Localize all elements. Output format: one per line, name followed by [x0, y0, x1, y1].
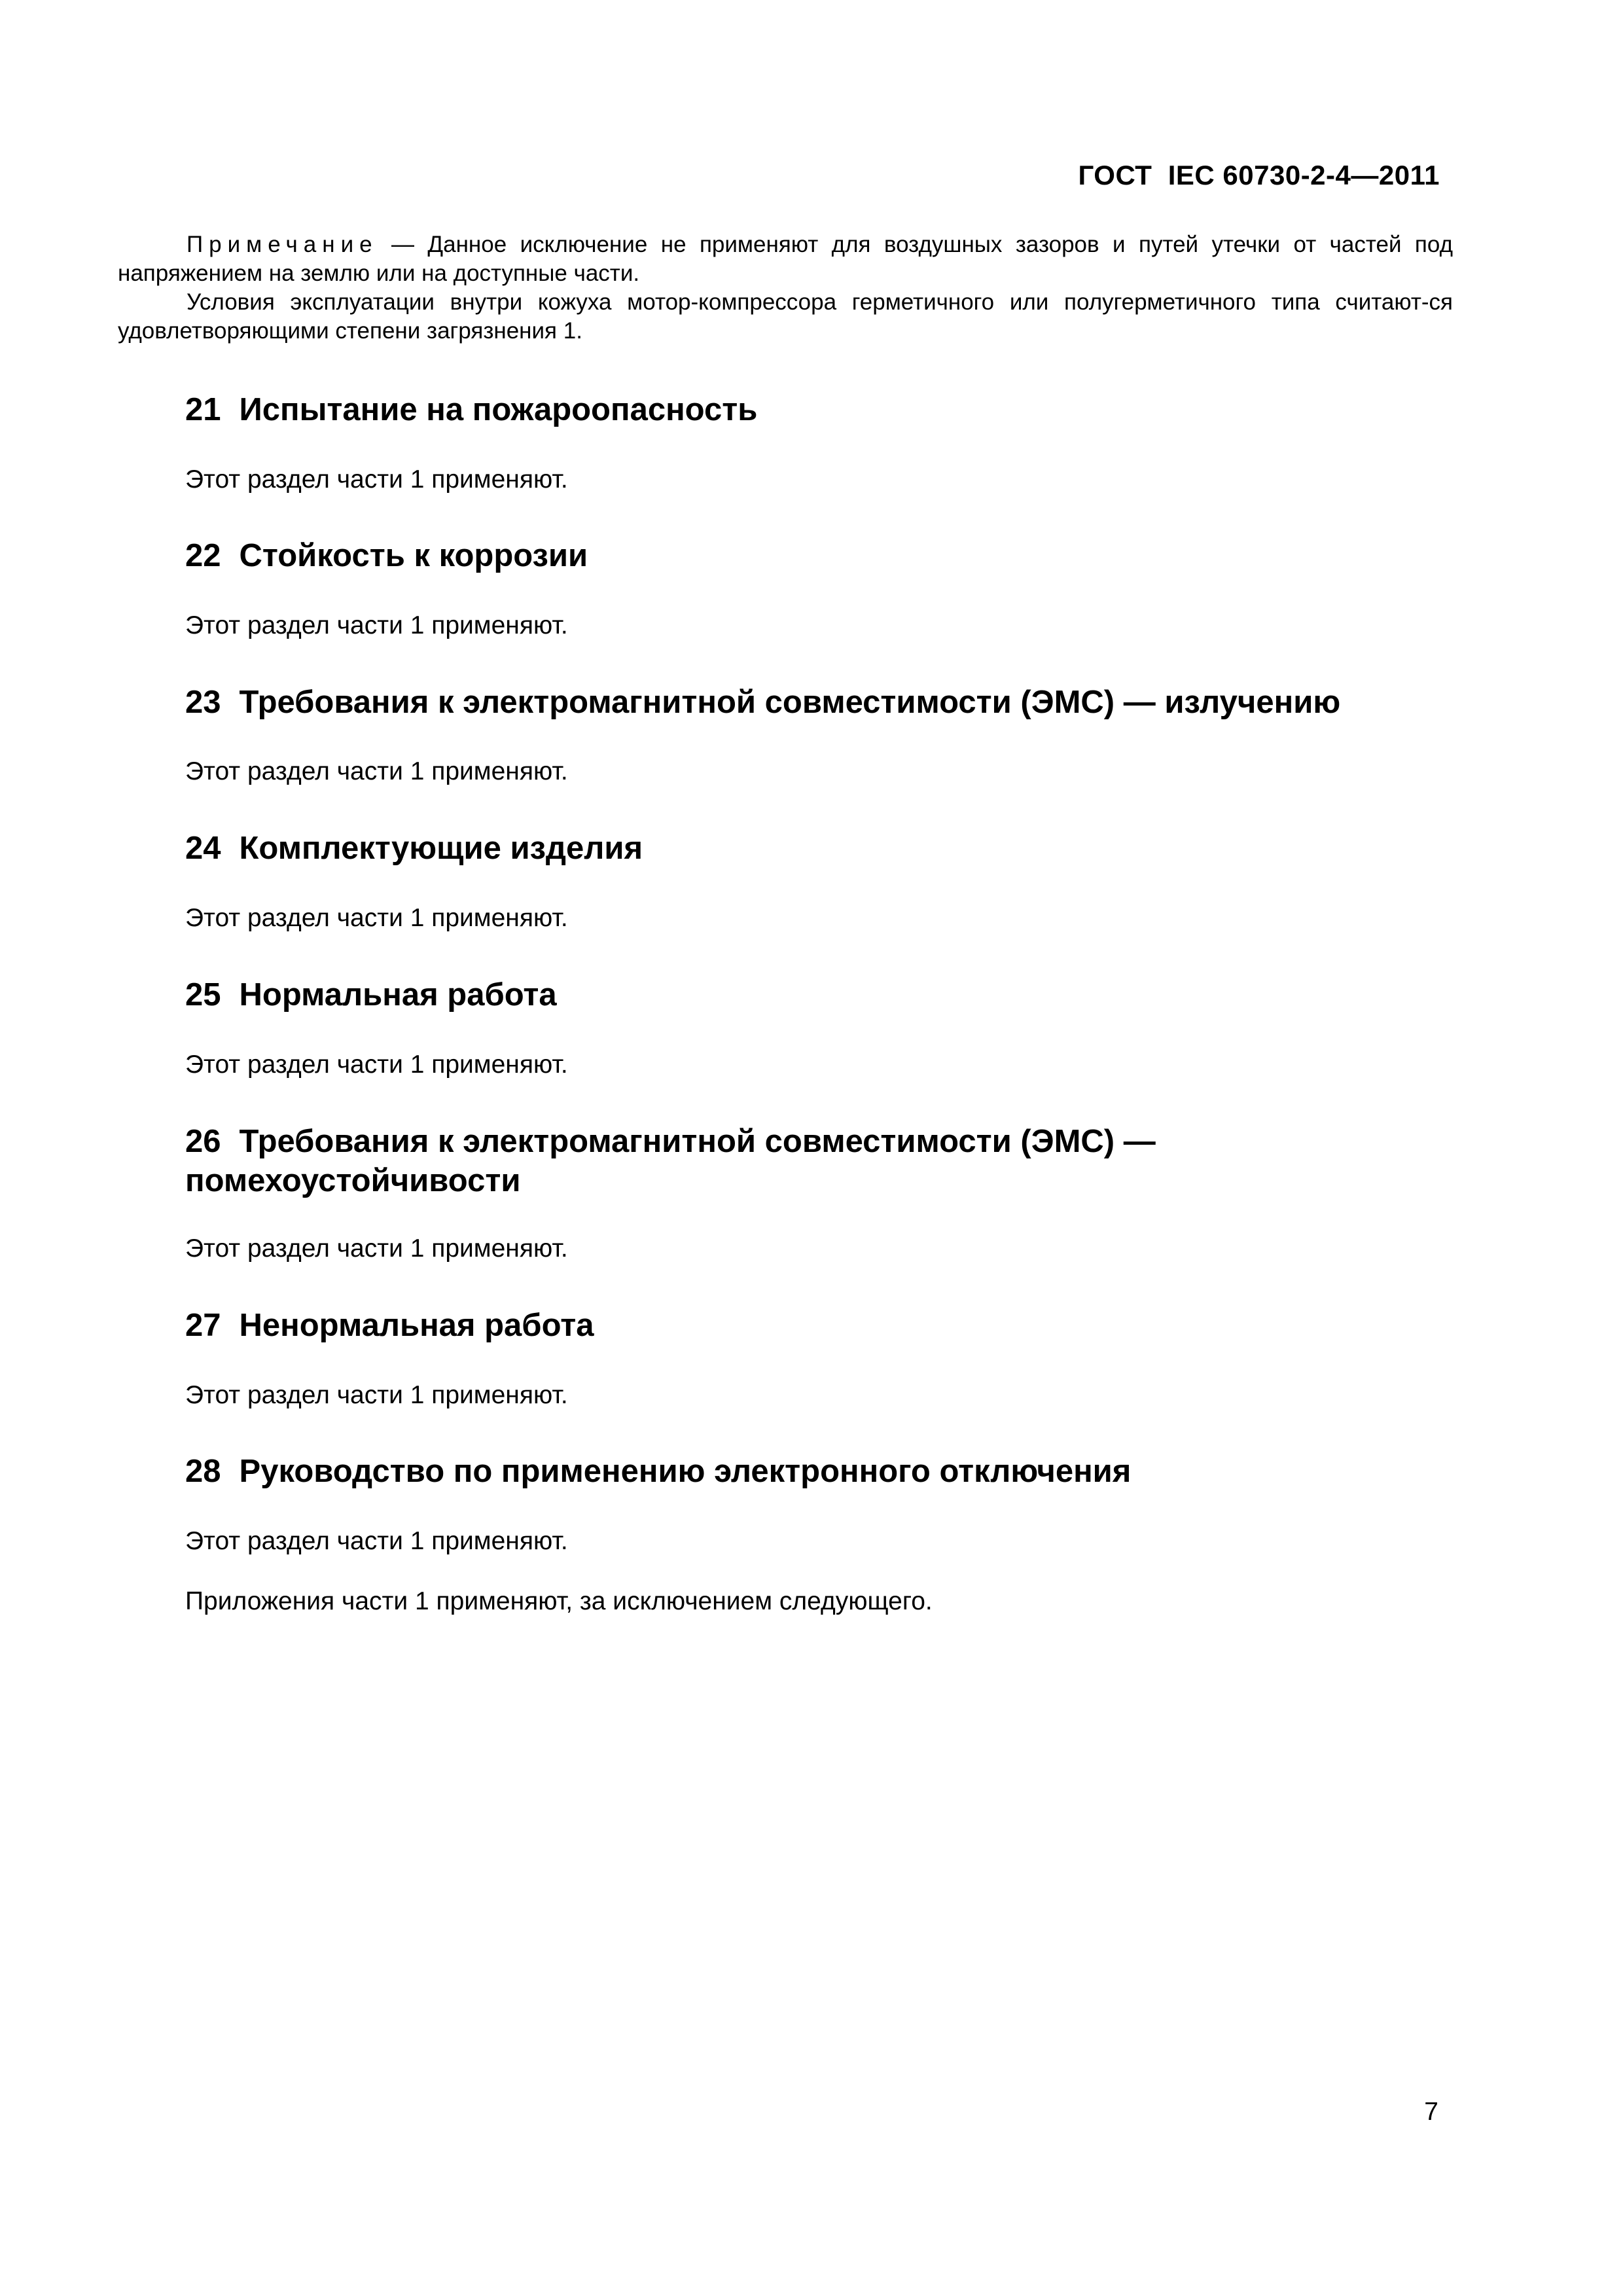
note-paragraph — [118, 230, 1453, 288]
page-number: 7 — [1424, 2098, 1438, 2126]
section-25-heading — [185, 975, 1468, 1014]
section-24-title: Комплектующие изделия — [239, 831, 643, 866]
section-24-number: 24 — [185, 831, 221, 866]
section-21-title: Испытание на пожароопасность — [239, 392, 758, 427]
note-label: Примечание — [187, 232, 378, 257]
section-27-body: Этот раздел части 1 применяют. — [185, 1381, 568, 1409]
section-24-body: Этот раздел части 1 применяют. — [185, 904, 568, 932]
section-27-title: Ненормальная работа — [239, 1308, 594, 1343]
section-25-number: 25 — [185, 977, 221, 1013]
section-22-heading — [185, 536, 1468, 575]
annex-note: Приложения части 1 применяют, за исключением следующего. — [185, 1587, 933, 1615]
section-26-title: Требования к электромагнитной совместимости (ЭМС) — помехоустойчивости — [185, 1124, 1156, 1198]
section-21-body: Этот раздел части 1 применяют. — [185, 465, 568, 493]
section-28-heading — [185, 1452, 1468, 1491]
section-23-heading — [185, 683, 1468, 722]
section-21-heading — [185, 390, 1468, 429]
note-block — [118, 230, 1453, 346]
conditions-paragraph: Условия эксплуатации внутри кожуха мотор-компрессора герметичного или полугерметичного типа считают-ся удовлетворяющими степени загрязнения 1. — [118, 289, 1453, 344]
section-21-number: 21 — [185, 392, 221, 427]
section-23-body: Этот раздел части 1 применяют. — [185, 757, 568, 785]
note-text: — Данное исключение не применяют для воздушных зазоров и путей утечки от частей под напряжением на землю или на доступные части. — [118, 232, 1453, 286]
section-22-title: Стойкость к коррозии — [239, 538, 588, 573]
section-23-number: 23 — [185, 685, 221, 720]
section-26-heading — [185, 1122, 1298, 1200]
section-22-number: 22 — [185, 538, 221, 573]
section-28-title: Руководство по применению электронного отключения — [239, 1454, 1132, 1489]
section-26-number: 26 — [185, 1124, 221, 1159]
section-25-title: Нормальная работа — [239, 977, 557, 1013]
section-27-number: 27 — [185, 1308, 221, 1343]
document-id-header: ГОСТ IEC 60730-2-4—2011 — [1078, 160, 1440, 190]
section-24-heading — [185, 829, 1468, 868]
section-23-title: Требования к электромагнитной совместимости (ЭМС) — излучению — [239, 685, 1341, 720]
section-25-body: Этот раздел части 1 применяют. — [185, 1050, 568, 1079]
section-26-body: Этот раздел части 1 применяют. — [185, 1234, 568, 1263]
section-28-body: Этот раздел части 1 применяют. — [185, 1527, 568, 1555]
section-28-number: 28 — [185, 1454, 221, 1489]
section-27-heading — [185, 1306, 1468, 1345]
section-22-body: Этот раздел части 1 применяют. — [185, 611, 568, 639]
